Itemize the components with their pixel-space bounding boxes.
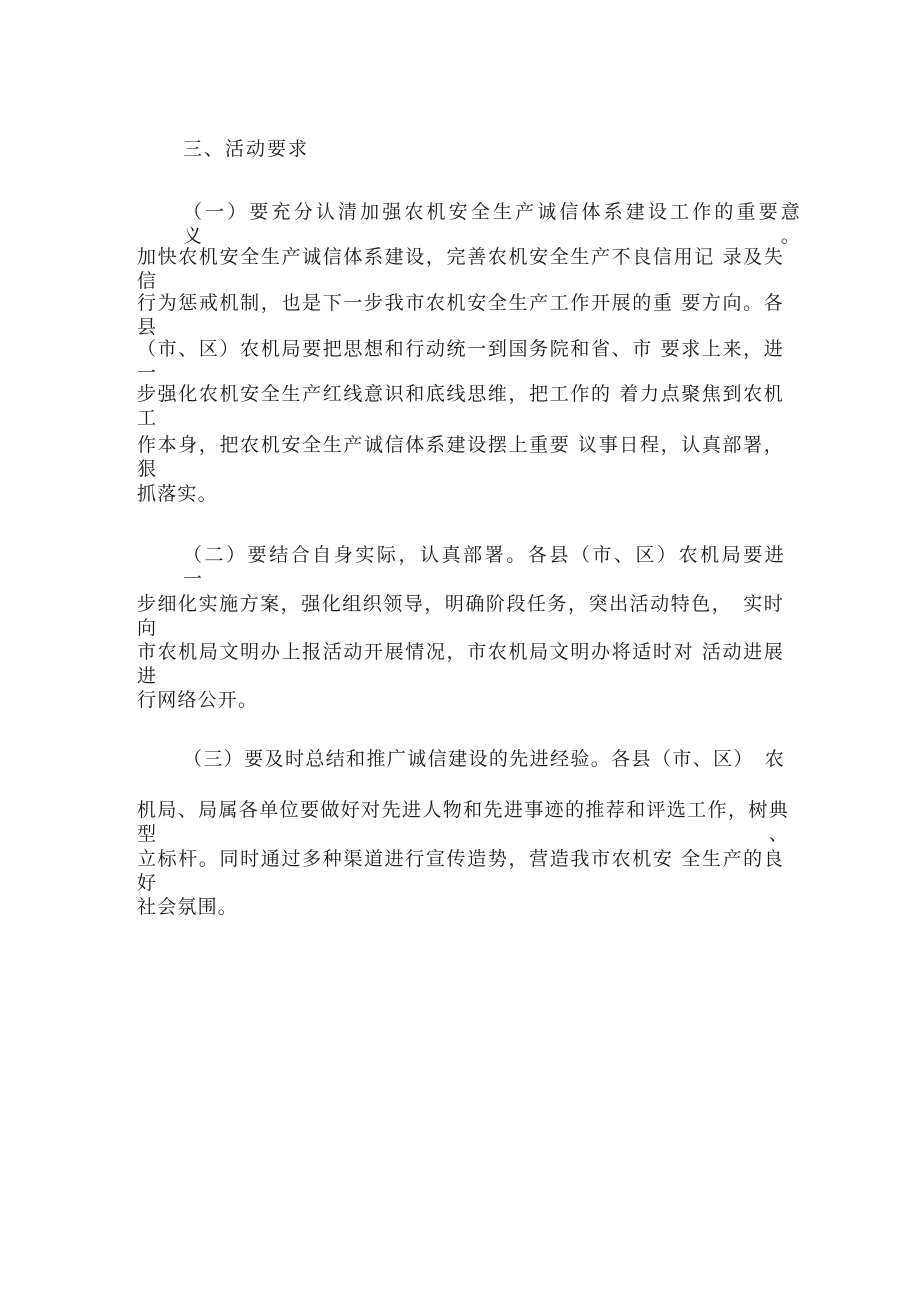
paragraph-3-line-4: 社会氛围。	[137, 896, 239, 918]
paragraph-2-line-2: 步细化实施方案，强化组织领导，明确阶段任务，突出活动特色， 实时向	[137, 593, 784, 639]
paragraph-3-line-3: 立标杆。同时通过多种渠道进行宣传造势，营造我市农机安 全生产的良好	[137, 848, 784, 894]
paragraph-1-line-7: 抓落实。	[137, 483, 218, 505]
paragraph-3-line-1: （三）要及时总结和推广诚信建设的先进经验。各县（市、区） 农	[183, 748, 785, 770]
paragraph-1-line-6: 作本身，把农机安全生产诚信体系建设摆上重要 议事日程，认真部署，狠	[137, 434, 784, 480]
paragraph-2-line-4: 行网络公开。	[137, 689, 259, 711]
paragraph-2-line-3: 市农机局文明办上报活动开展情况，市农机局文明办将适时对 活动进展进	[137, 641, 784, 687]
paragraph-1-line-3: 行为惩戒机制，也是下一步我市农机安全生产工作开展的重 要方向。各县	[137, 292, 784, 338]
paragraph-2-line-1: （二）要结合自身实际，认真部署。各县（市、区）农机局要进 一	[183, 544, 806, 590]
paragraph-1-line-5: 步强化农机安全生产红线意识和底线思维，把工作的 着力点聚焦到农机工	[137, 383, 784, 429]
paragraph-3-line-2: 机局、局属各单位要做好对先进人物和先进事迹的推荐和评选工作，树典型、	[137, 799, 789, 845]
paragraph-1-line-1: （一）要充分认清加强农机安全生产诚信体系建设工作的重要意 义。	[183, 201, 822, 247]
paragraph-1-line-4: （市、区）农机局要把思想和行动统一到国务院和省、市 要求上来，进一	[137, 338, 784, 384]
section-heading: 三、活动要求	[183, 138, 310, 160]
paragraph-1-line-2: 加快农机安全生产诚信体系建设，完善农机安全生产不良信用记 录及失信	[137, 246, 784, 292]
